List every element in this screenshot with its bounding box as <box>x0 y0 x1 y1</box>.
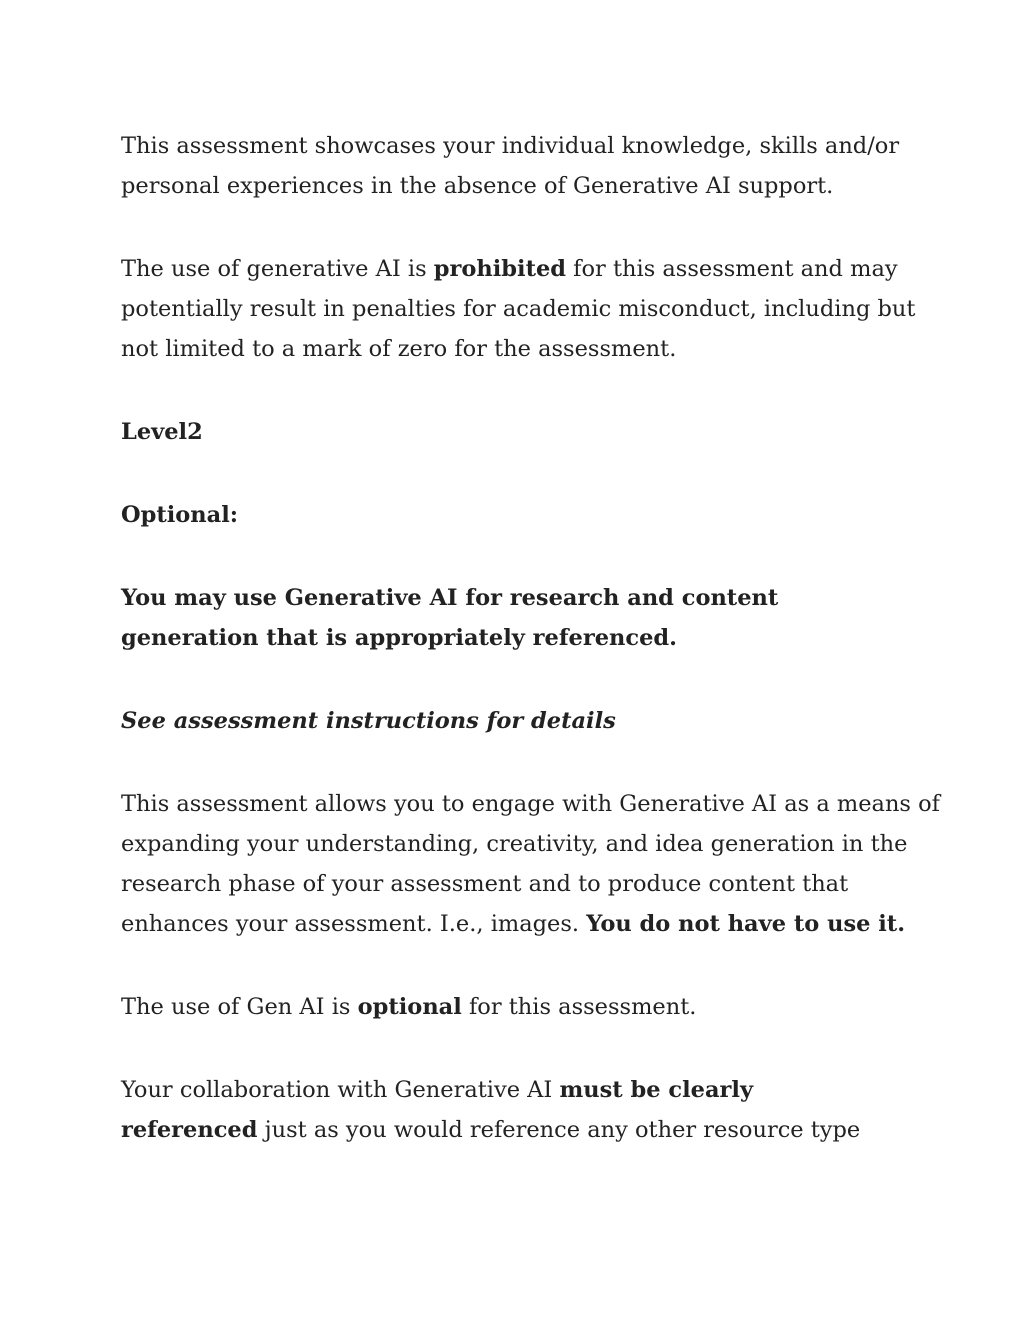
text-run: just as you would reference any other resource type <box>257 1117 861 1143</box>
paragraph-allows-ai <box>121 784 941 944</box>
text-line: expanding your understanding, creativity, and idea generation in the <box>121 831 908 857</box>
text-run: Your collaboration with Generative AI <box>121 1077 560 1103</box>
paragraph-referencing <box>121 1070 921 1150</box>
text-line: personal experiences in the absence of Generative AI support. <box>121 173 834 199</box>
paragraph-optional-use <box>121 987 921 1027</box>
text-line: This assessment allows you to engage with Generative AI as a means of <box>121 791 941 817</box>
text-line: potentially result in penalties for academic misconduct, including but <box>121 296 916 322</box>
emphasis-prohibited: prohibited <box>433 256 567 282</box>
text-line <box>121 1110 921 1150</box>
paragraph-no-ai-intro <box>121 126 921 206</box>
emphasis-referenced: referenced <box>121 1117 258 1143</box>
text-line: not limited to a mark of zero for the assessment. <box>121 336 677 362</box>
paragraph-prohibited <box>121 249 921 369</box>
level-heading: Level2 <box>121 419 203 445</box>
text-run: for this assessment and may <box>566 256 898 282</box>
text-line <box>121 904 921 944</box>
text-run: for this assessment. <box>461 994 697 1020</box>
text-line: research phase of your assessment and to produce content that <box>121 871 849 897</box>
optional-heading: Optional: <box>121 502 239 528</box>
document-page <box>121 126 941 1193</box>
text-line: You may use Generative AI for research and content <box>121 585 779 611</box>
text-run: enhances your assessment. I.e., images. <box>121 911 587 937</box>
paragraph-may-use-ai <box>121 578 921 658</box>
emphasis-must-reference: must be clearly <box>559 1077 754 1103</box>
text-line: This assessment showcases your individual knowledge, skills and/or <box>121 133 900 159</box>
text-line <box>121 249 921 289</box>
text-line <box>121 1070 921 1110</box>
text-run: The use of Gen AI is <box>121 994 358 1020</box>
text-line: generation that is appropriately referenced. <box>121 625 677 651</box>
emphasis-optional: optional <box>357 994 462 1020</box>
paragraph-see-instructions: See assessment instructions for details <box>121 708 616 734</box>
text-line <box>121 987 921 1027</box>
emphasis-not-required: You do not have to use it. <box>586 911 906 937</box>
text-run: The use of generative AI is <box>121 256 434 282</box>
